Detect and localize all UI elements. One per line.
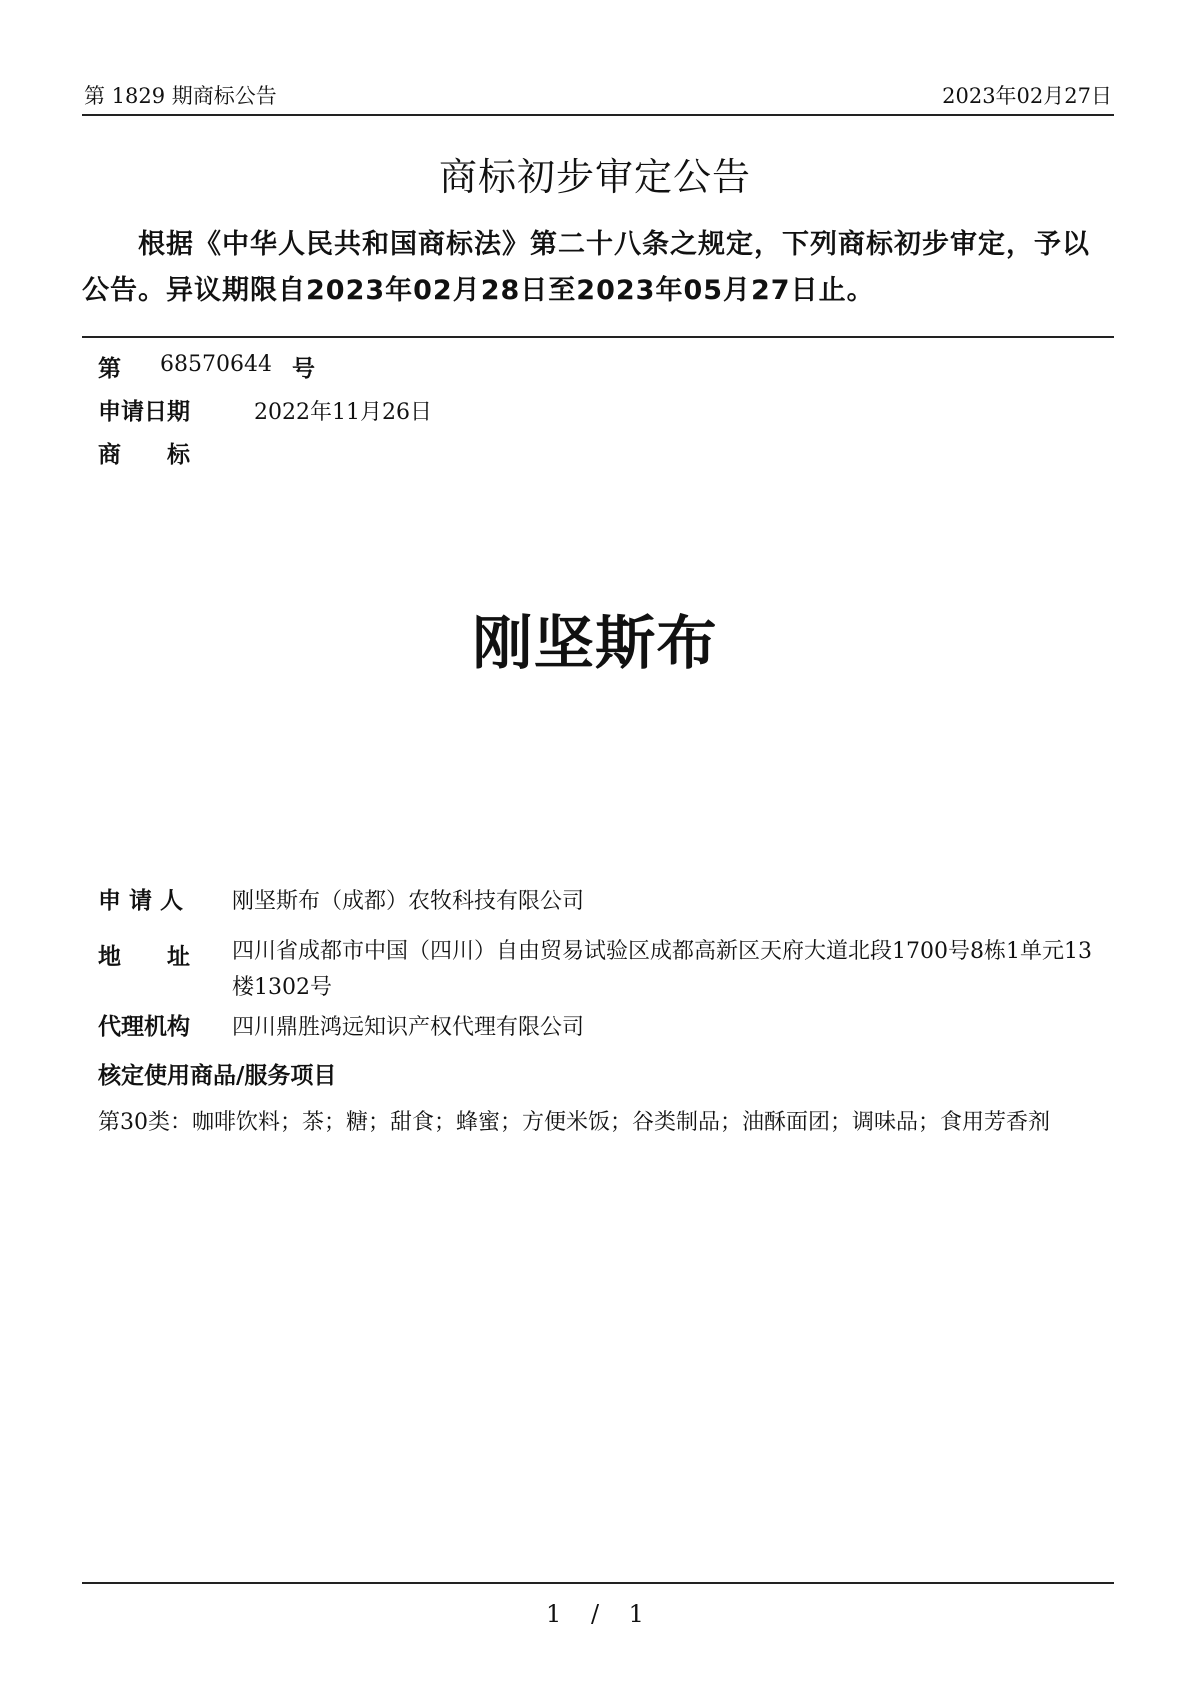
intro-paragraph: 根据《中华人民共和国商标法》第二十八条之规定，下列商标初步审定，予以公告。异议期限自2023年02月28日至2023年05月27日止。 xyxy=(82,229,1090,306)
apply-date-value: 2022年11月26日 xyxy=(254,400,432,425)
registration-number: 68570644 xyxy=(160,352,272,377)
goods-label: 核定使用商品/服务项目 xyxy=(98,1063,337,1089)
section-rule xyxy=(82,336,1114,338)
issue-date: 2023年02月27日 xyxy=(942,84,1112,108)
page-title: 商标初步审定公告 xyxy=(438,155,751,199)
number-prefix: 第 xyxy=(98,356,121,382)
applicant-label: 申 请 人 xyxy=(98,888,184,914)
trademark-image: 刚坚斯布 xyxy=(472,609,718,677)
page-number: 1 / 1 xyxy=(546,1600,644,1628)
issue-number: 第 1829 期商标公告 xyxy=(84,84,277,108)
address-value: 四川省成都市中国（四川）自由贸易试验区成都高新区天府大道北段1700号8栋1单元13楼1302号 xyxy=(232,939,1092,1000)
applicant-value: 刚坚斯布（成都）农牧科技有限公司 xyxy=(232,889,585,914)
apply-date-label: 申请日期 xyxy=(98,399,190,425)
footer-rule xyxy=(82,1582,1114,1584)
header-rule xyxy=(82,114,1114,116)
goods-list: 第30类：咖啡饮料；茶；糖；甜食；蜂蜜；方便米饭；谷类制品；油酥面团；调味品；食用芳香剂 xyxy=(98,1110,1050,1135)
address-label: 地 址 xyxy=(98,944,190,970)
number-suffix: 号 xyxy=(292,356,315,382)
agent-label: 代理机构 xyxy=(98,1014,190,1040)
agent-value: 四川鼎胜鸿远知识产权代理有限公司 xyxy=(232,1015,585,1040)
mark-label: 商 标 xyxy=(98,442,190,468)
